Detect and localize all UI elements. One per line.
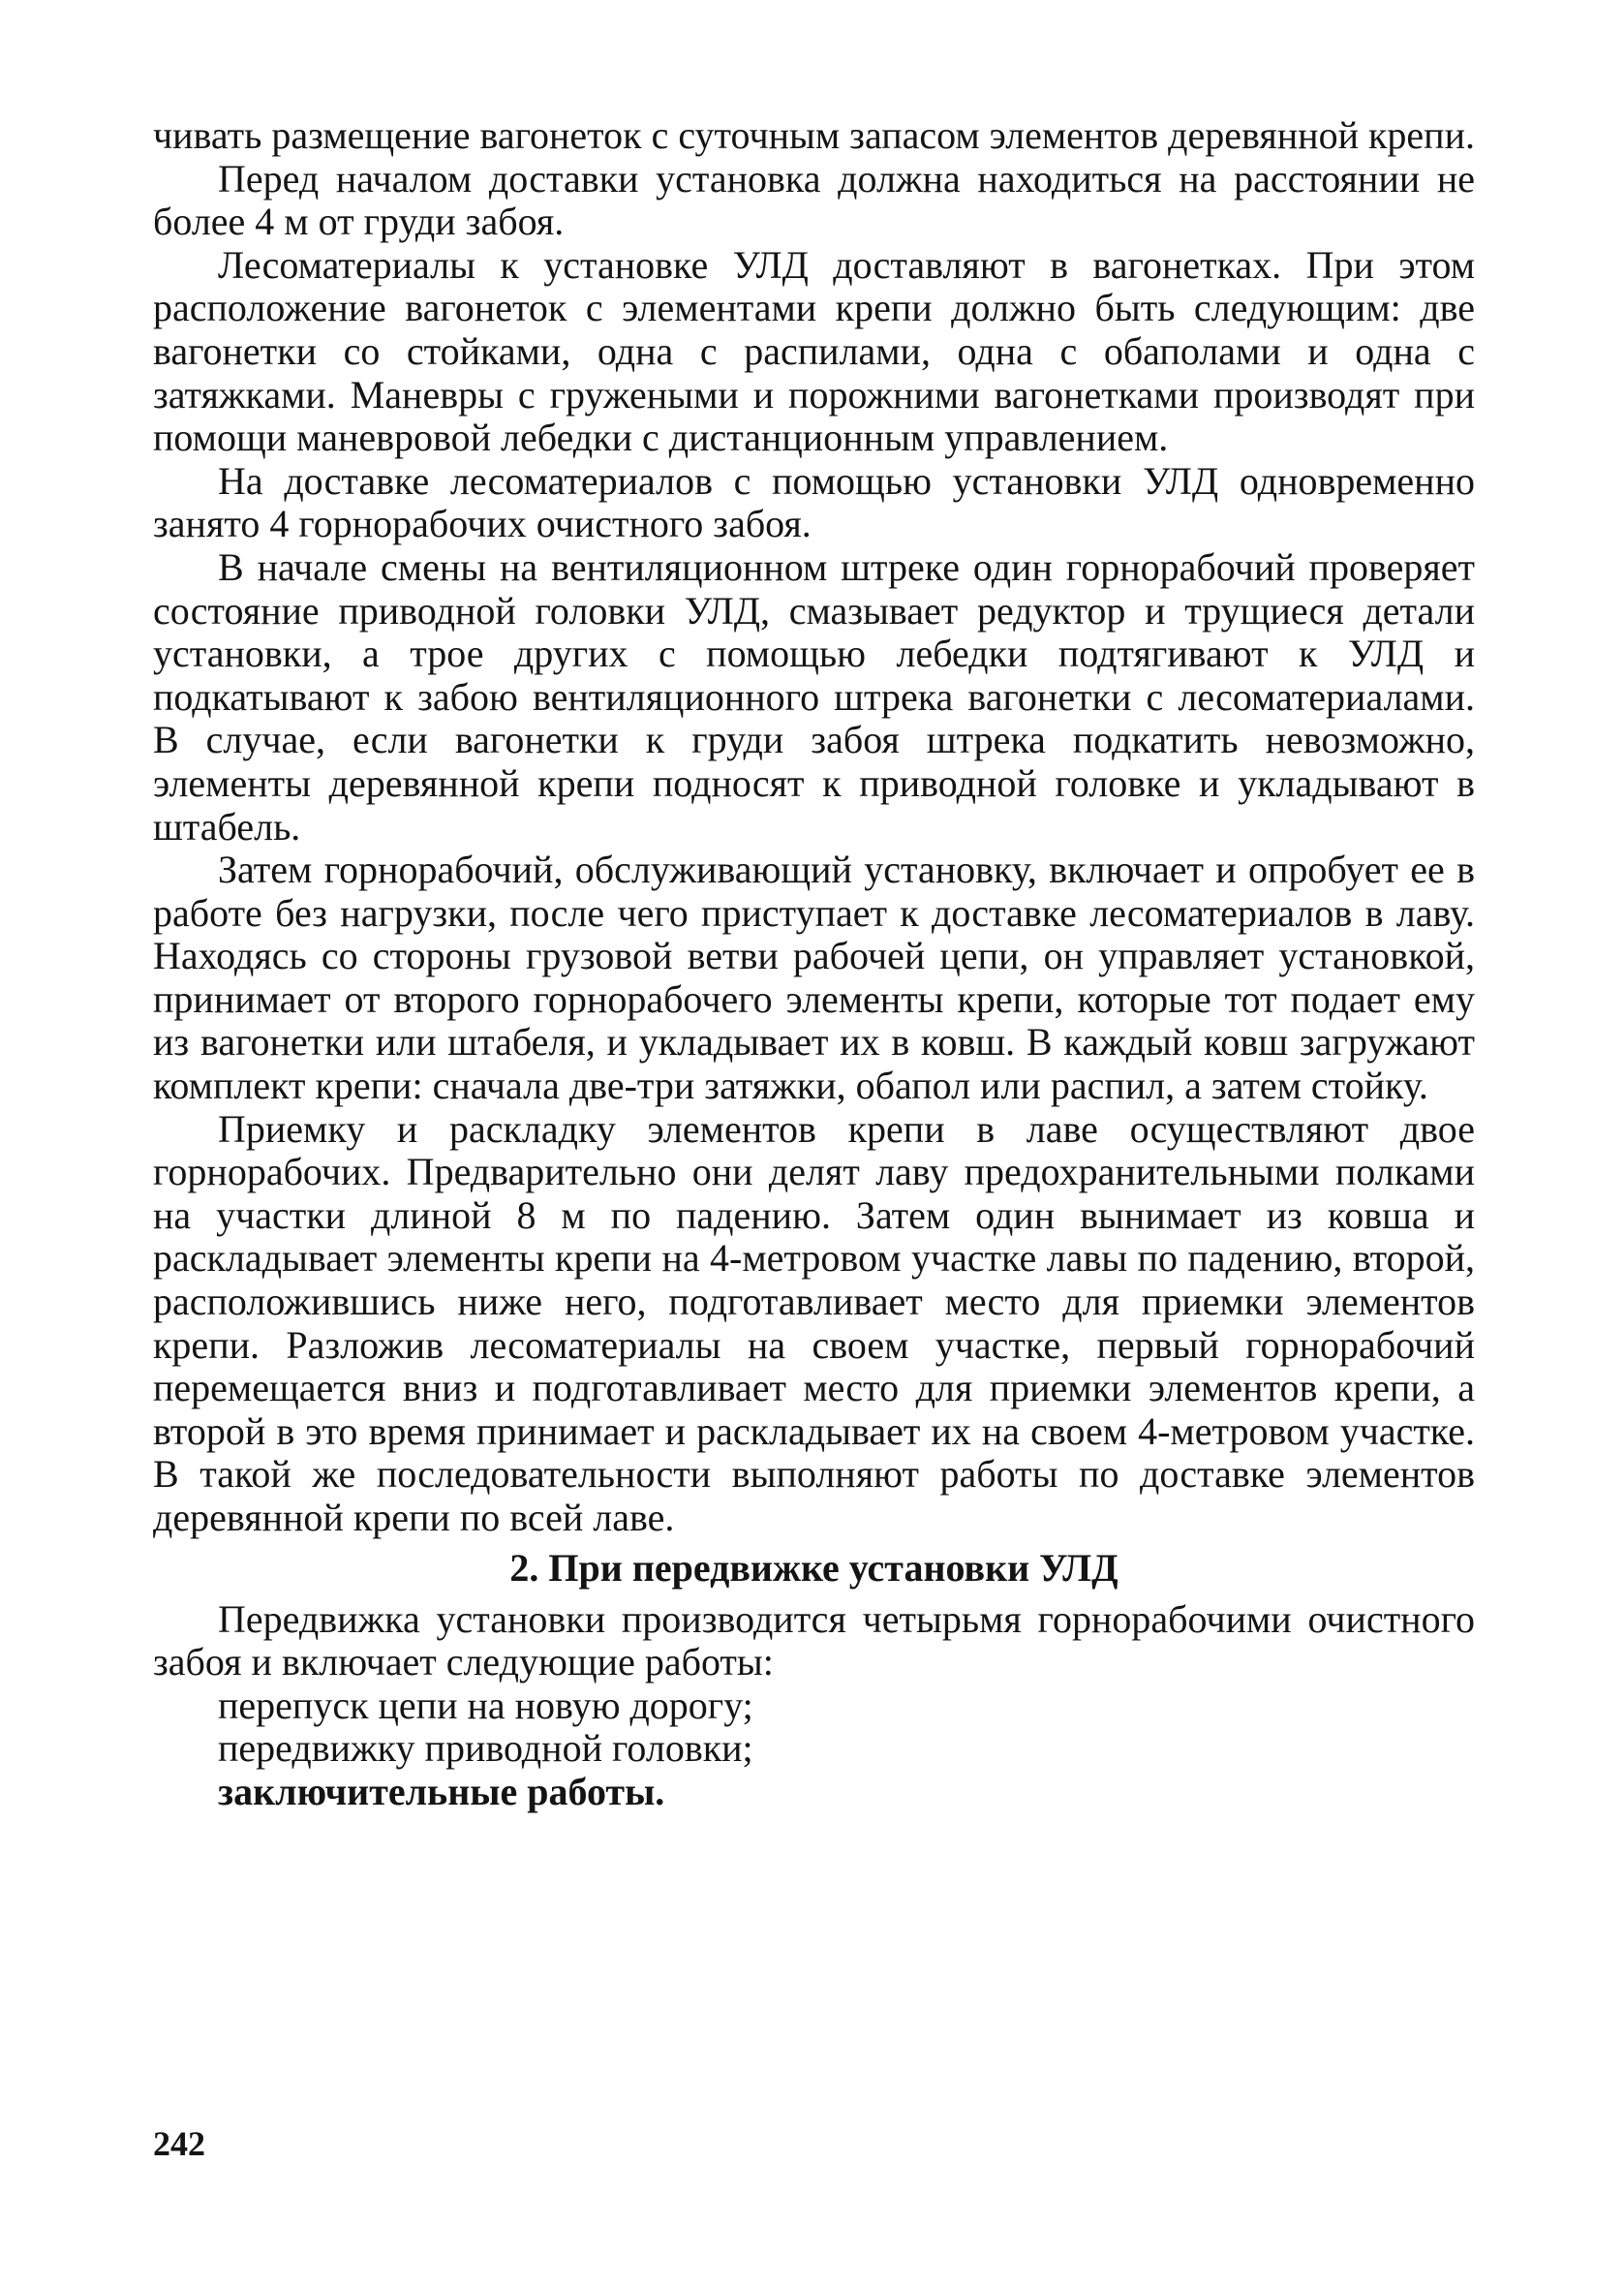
paragraph-timber-delivery: Лесоматериалы к установке УЛД доставляют в вагонетках. При этом расположение вагонеток с элементами крепи должно быть следующим: две вагонетки со стойками, одна с распилами, одна с обаполами и одна с затяжками. Маневры с гружеными и порожними вагонетками производят при помощи маневровой лебедки с дистанционным управлением. [153,242,1475,460]
section-heading: 2. При передвижке установки УЛД [509,1545,1118,1590]
section-intro: Передвижка установки производится четырьмя горнорабочими очистного забоя и включает следующие работы: [153,1596,1475,1684]
page-number: 242 [153,2124,205,2163]
paragraph-installation-distance: Перед началом доставки установка должна находиться на расстоянии не более 4 м от груди забоя. [153,156,1475,244]
paragraph-loading: Затем горнорабочий, обслуживающий установку, включает и опробует ее в работе без нагрузки, после чего приступает к доставке лесоматериалов в лаву. Находясь со стороны грузовой ветви рабочей цепи, он управляет установкой, принимает от второго горнорабочего элементы крепи, которые тот подает ему из вагонетки или штабеля, и укладывает их в ковш. В каждый ковш загружают комплект крепи: сначала две-три затяжки, обапол или распил, а затем стойку. [153,848,1475,1108]
paragraph-continuation: чивать размещение вагонеток с суточным запасом элементов деревянной крепи. [153,113,1475,157]
paragraph-unloading: Приемку и раскладку элементов крепи в лаве осуществляют двое горнорабочих. Предварительно они делят лаву предохранительными полками на участки длиной 8 м по падению. Затем один вынимает из ковша и раскладывает элементы крепи на 4-метровом участке лавы по падению, второй, расположившись ниже него, подготавливает место для приемки элементов крепи. Разложив лесоматериалы на своем участке, первый горнорабочий перемещается вниз и подготавливает место для приемки элементов крепи, а второй в это время принимает и раскладывает их на своем 4-метровом участке. В такой же последовательности выполняют работы по доставке элементов деревянной крепи по всей лаве. [153,1106,1475,1539]
list-item: заключительные работы. [218,1769,665,1813]
work-list [153,1684,1475,1814]
list-item: перепуск цепи на новую дорогу; [218,1683,753,1727]
page-body [153,114,1475,1814]
list-item: передвижку приводной головки; [218,1726,753,1771]
paragraph-workers-count: На доставке лесоматериалов с помощью установки УЛД одновременно занято 4 горнорабочих очистного забоя. [153,458,1475,546]
paragraph-shift-start: В начале смены на вентиляционном штреке один горнорабочий проверяет состояние приводной головки УЛД, смазывает редуктор и трущиеся детали установки, а трое других с помощью лебедки подтягивают к УЛД и подкатывают к забою вентиляционного штрека вагонетки с лесоматериалами. В случае, если вагонетки к груди забоя штрека подкатить невозможно, элементы деревянной крепи подносят к приводной головке и укладывают в штабель. [153,544,1475,849]
